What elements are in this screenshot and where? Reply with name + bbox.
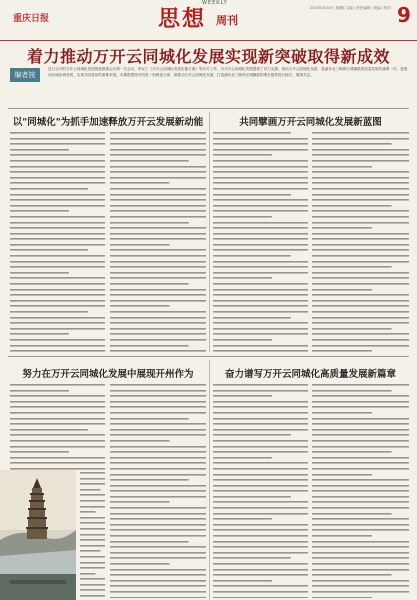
- text-lines: [110, 382, 206, 598]
- text-line: [312, 348, 409, 352]
- text-line: [10, 348, 105, 352]
- article-title-3: 努力在万开云同城化发展中展现开州作为: [22, 369, 194, 380]
- article-1-column-2: [110, 130, 206, 352]
- issue-info: 2023年X月X日 星期X 主编 / 责任编辑 / 美编 / 校对: [310, 6, 392, 10]
- page-number: 9: [397, 3, 411, 27]
- article-3-column-2: [110, 382, 206, 598]
- text-line: [213, 348, 308, 352]
- masthead: [0, 0, 417, 41]
- text-lines: [10, 382, 105, 470]
- article-2-column-2: [312, 130, 409, 352]
- newspaper-logo: 重庆日报: [13, 14, 50, 24]
- article-3-column-1: [10, 382, 105, 470]
- pagoda-illustration: [0, 470, 76, 600]
- text-lines: [213, 130, 308, 352]
- divider: [8, 356, 409, 357]
- text-lines: [213, 382, 308, 598]
- column-divider: [209, 360, 210, 600]
- article-title-2: 共同擘画万开云同城化发展新蓝图: [239, 117, 382, 128]
- text-lines: [80, 470, 105, 598]
- text-line: [312, 595, 409, 598]
- column-divider: [209, 112, 210, 352]
- section-subtitle: 周刊: [216, 14, 238, 27]
- editor-note-tag: 编者按: [10, 68, 40, 82]
- article-4-column-2: [312, 382, 409, 598]
- article-title-4: 奋力谱写万开云同城化高质量发展新篇章: [224, 369, 396, 380]
- text-line: [110, 595, 206, 598]
- divider: [8, 108, 409, 109]
- section-title-en: WEEKLY: [202, 0, 228, 6]
- text-line: [213, 595, 308, 598]
- text-line: [80, 593, 105, 598]
- text-lines: [110, 130, 206, 352]
- article-1-column-1: [10, 130, 105, 352]
- editor-note: [14, 66, 408, 106]
- text-lines: [312, 130, 409, 352]
- article-2-column-1: [213, 130, 308, 352]
- pagoda-photo: [0, 470, 76, 600]
- section-title: 思想: [158, 6, 207, 32]
- article-title-1: 以"同城化"为抓手加速释放万开云发展新动能: [12, 117, 204, 128]
- article-4-column-1: [213, 382, 308, 598]
- editor-note-text: 近日召开的万开云同城化发展推进联席会议第一次会议，审议了《万开云同城化发展实施方案》等各方工作，为万开云同城化发展提供了有力支撑。推动万开云同城化发展，是渝东北三峡库区城镇群高质量发展的重要一环，是推动区域协调发展、实现共同富裕的重要举措。本期思想周刊刊发一组理论文章，就推动万开云同城化发展、打造渝东北三峡库区城镇群的增长极等进行探讨，敬请关注。: [48, 67, 408, 77]
- page-headline: 着力推动万开云同城化发展实现新突破取得新成效: [26, 47, 390, 66]
- text-lines: [312, 382, 409, 598]
- text-lines: [10, 130, 105, 352]
- article-3-column-1b: [80, 470, 105, 598]
- text-line: [110, 348, 206, 352]
